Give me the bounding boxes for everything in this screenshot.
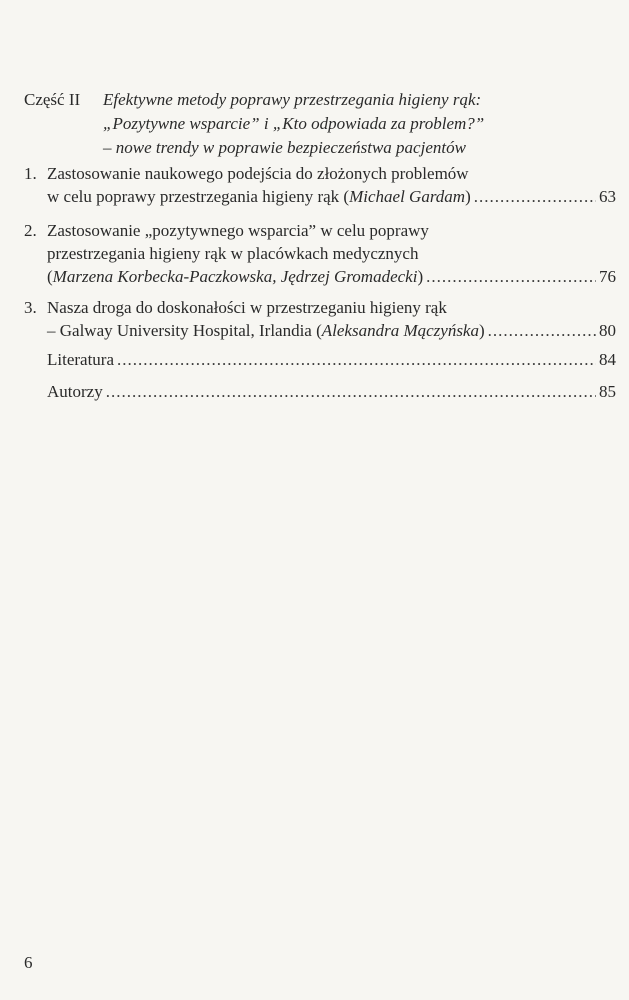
entry-title: Autorzy <box>47 382 103 401</box>
entry-title-line: ( <box>47 267 53 286</box>
leader-dots <box>106 380 596 403</box>
entry-leader-line <box>47 185 616 208</box>
entry-title-line: Zastosowanie „pozytywnego wsparcia” w celu poprawy <box>47 221 429 240</box>
entry-leader-line <box>47 380 616 403</box>
entry-title: Literatura <box>47 350 115 369</box>
part-title-line: „Pozytywne wsparcie” i „Kto odpowiada za problem?” <box>103 114 485 133</box>
entry-number: 1. <box>24 164 37 183</box>
entry-paren: ) <box>417 267 424 286</box>
entry-paren: ) <box>478 321 485 340</box>
leader-dots <box>488 319 596 342</box>
page-folio: 6 <box>24 953 33 972</box>
part-label: Część II <box>24 90 81 109</box>
part-title <box>103 88 484 160</box>
entry-title-line: w celu poprawy przestrzegania higieny rąk ( <box>47 187 350 206</box>
leader-dots <box>117 348 596 371</box>
entry-number: 2. <box>24 221 37 240</box>
entry-author: Michael Gardam <box>349 187 466 206</box>
entry-author: Aleksandra Mączyńska <box>321 321 479 340</box>
entry-title-line: – Galway University Hospital, Irlandia ( <box>47 321 322 340</box>
leader-dots <box>426 265 596 288</box>
entry-page-number: 84 <box>599 350 616 369</box>
entry-title-line: Zastosowanie naukowego podejścia do złożonych problemów <box>47 164 469 183</box>
entry-title-line: przestrzegania higieny rąk w placówkach medycznych <box>47 244 419 263</box>
leader-dots <box>474 185 596 208</box>
entry-leader-line <box>47 319 616 342</box>
entry-page-number: 63 <box>599 187 616 206</box>
entry-number: 3. <box>24 298 37 317</box>
entry-title-line: Nasza droga do doskonałości w przestrzeganiu higieny rąk <box>47 298 447 317</box>
part-title-line: – nowe trendy w poprawie bezpieczeństwa pacjentów <box>103 138 466 157</box>
entry-author: Marzena Korbecka-Paczkowska, Jędrzej Gromadecki <box>52 267 418 286</box>
entry-paren: ) <box>465 187 471 206</box>
entry-leader-line <box>47 348 616 371</box>
entry-page-number: 76 <box>599 267 616 286</box>
part-title-line: Efektywne metody poprawy przestrzegania higieny rąk: <box>103 90 482 109</box>
entry-leader-line <box>47 265 616 288</box>
entry-page-number: 85 <box>599 382 616 401</box>
entry-page-number: 80 <box>599 321 616 340</box>
